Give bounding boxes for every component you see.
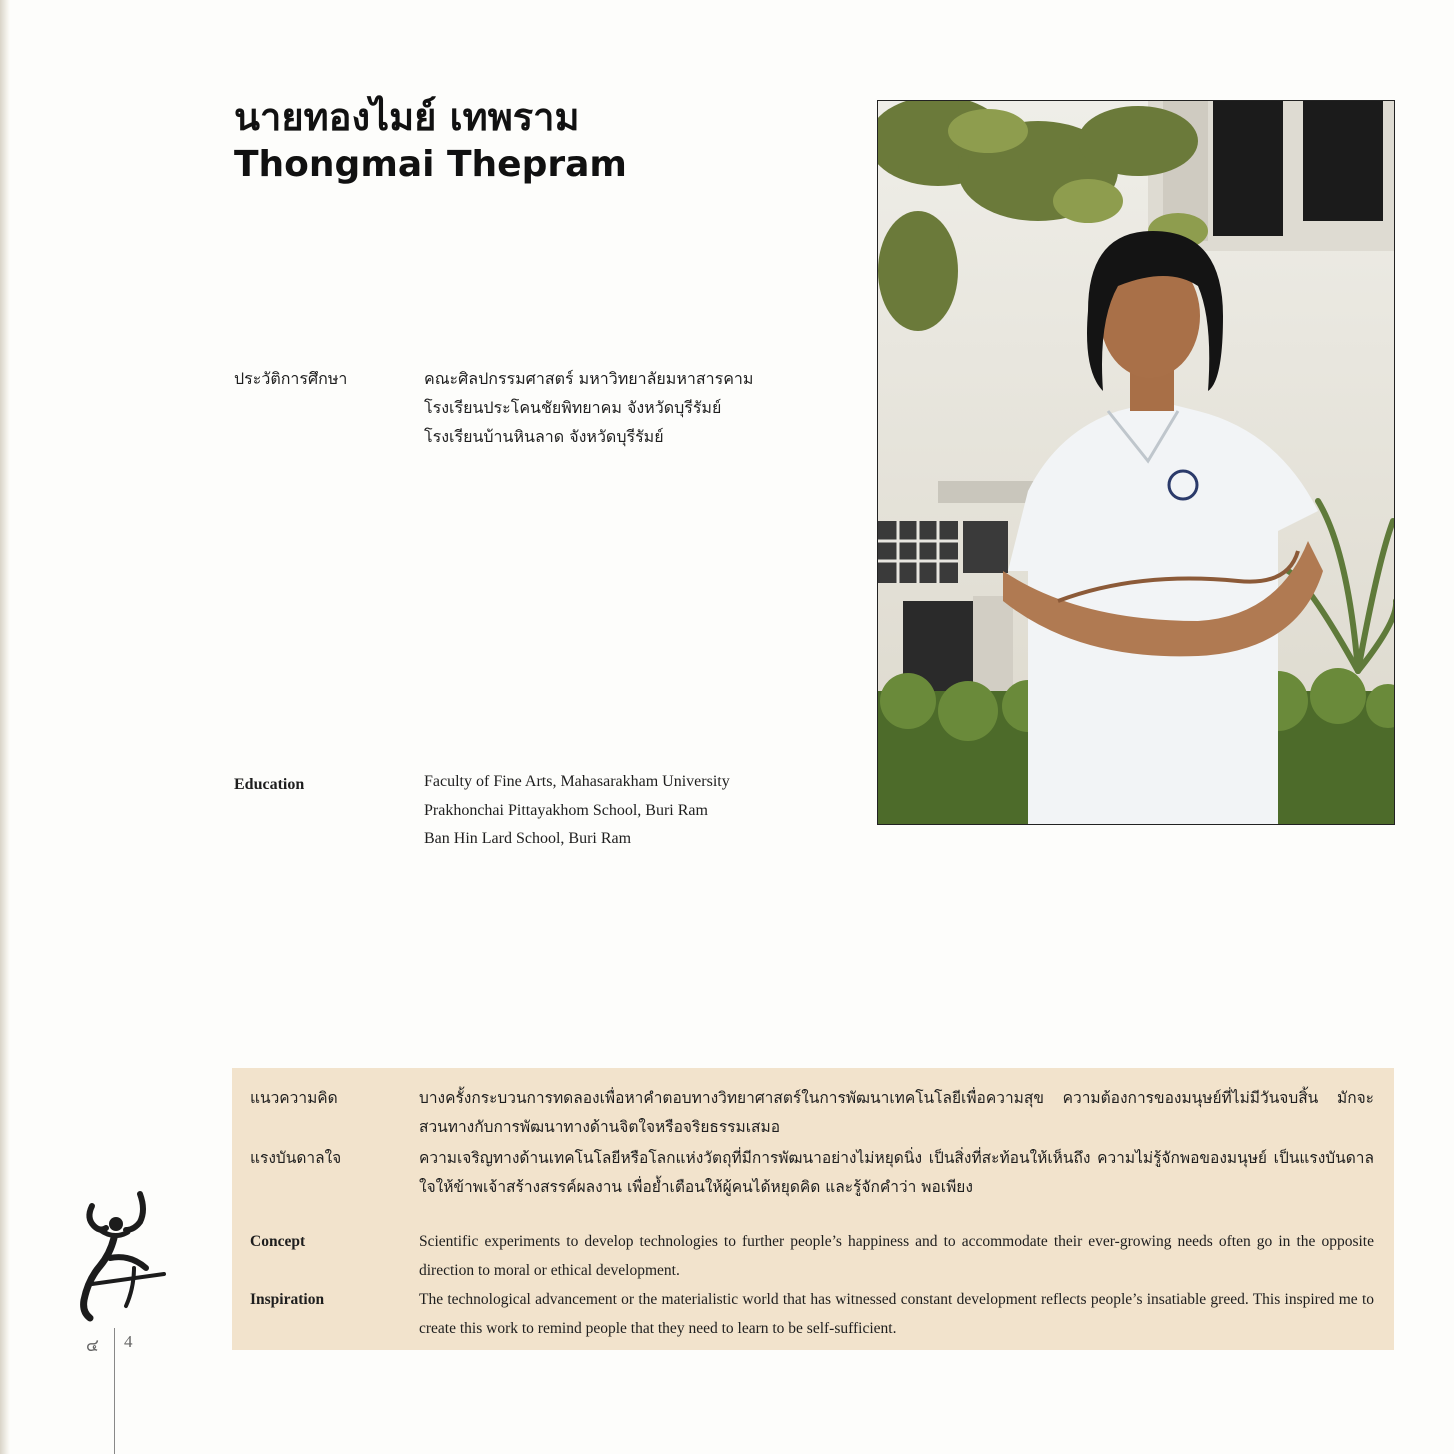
education-thai-label: ประวัติการศึกษา [234, 369, 348, 388]
inspiration-thai-row [250, 1144, 1374, 1202]
artist-name-thai: นายทองไมย์ เทพราม [234, 95, 580, 139]
education-thai-section [234, 364, 794, 451]
concept-english-label: Concept [250, 1233, 306, 1250]
artist-portrait-photo [877, 100, 1395, 825]
inspiration-english-row [250, 1286, 1374, 1343]
concept-thai-label: แนวความคิด [250, 1089, 338, 1107]
concept-thai-row [250, 1084, 1374, 1142]
education-english-label: Education [234, 776, 305, 793]
education-thai-item: โรงเรียนบ้านหินลาด จังหวัดบุรีรัมย์ [424, 427, 664, 446]
concept-thai-text: บางครั้งกระบวนการทดลองเพื่อหาคำตอบทางวิทยาศาสตร์ในการพัฒนาเทคโนโลยีเพื่อความสุข ความต้องการของมนุษย์ที่ไม่มีวันจบสิ้น มักจะสวนทางกับการพัฒนาทางด้านจิตใจหรือจริยธรรมเสมอ [419, 1089, 1374, 1136]
education-thai-list [424, 364, 753, 451]
artist-statement-box [232, 1068, 1394, 1350]
artist-name-english: Thongmai Thepram [234, 144, 627, 185]
education-thai-item: โรงเรียนประโคนชัยพิทยาคม จังหวัดบุรีรัมย์ [424, 398, 722, 417]
education-english-item: Prakhonchai Pittayakhom School, Buri Ram [424, 801, 708, 819]
concept-english-text: Scientific experiments to develop technologies to further people’s happiness and to accommodate their ever-growing needs often go in the opposite direction to moral or ethical development. [419, 1233, 1374, 1279]
inspiration-thai-text: ความเจริญทางด้านเทคโนโลยีหรือโลกแห่งวัตถุที่มีการพัฒนาอย่างไม่หยุดนิ่ง เป็นสิ่งที่สะท้อนให้เห็นถึง ความไม่รู้จักพอของมนุษย์ เป็นแรงบันดาลใจให้ข้าพเจ้าสร้างสรรค์ผลงาน เพื่อย้ำเตือนให้ผู้คนได้หยุดคิด และรู้จักคำว่า พอเพียง [419, 1149, 1374, 1196]
artist-name-block [234, 92, 627, 188]
education-english-list [424, 768, 730, 854]
portrait-illustration [878, 101, 1395, 825]
education-english-item: Ban Hin Lard School, Buri Ram [424, 830, 632, 847]
page-number-thai: ๔ [86, 1336, 99, 1355]
education-english-item: Faculty of Fine Arts, Mahasarakham University [424, 773, 730, 790]
folio-divider [114, 1328, 115, 1454]
education-thai-item: คณะศิลปกรรมศาสตร์ มหาวิทยาลัยมหาสารคาม [424, 369, 754, 388]
concept-english-row [250, 1228, 1374, 1285]
dancing-figure-logo-icon [70, 1188, 174, 1324]
education-english-section [234, 768, 794, 854]
page-edge-shadow [0, 0, 10, 1454]
inspiration-english-label: Inspiration [250, 1291, 325, 1308]
inspiration-english-text: The technological advancement or the materialistic world that has witnessed constant development reflects people’s insatiable greed. This inspired me to create this work to remind people that they need to learn to be self-sufficient. [419, 1291, 1374, 1337]
inspiration-thai-label: แรงบันดาลใจ [250, 1149, 342, 1167]
page-number-arabic: 4 [124, 1332, 133, 1351]
